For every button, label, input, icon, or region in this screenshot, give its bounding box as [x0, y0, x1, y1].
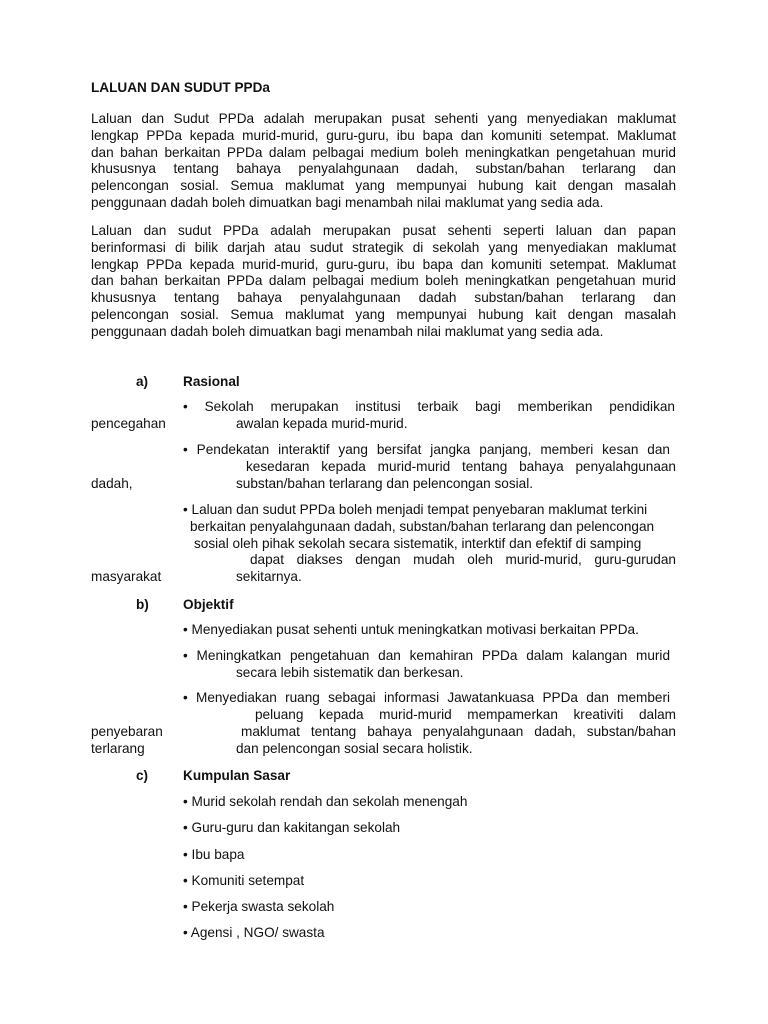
paragraph-line: dan bahan berkaitan PPDa dalam pelbagai medium boleh meningkatkan pengetahuan murid [91, 144, 676, 160]
list-item: • Agensi , NGO/ swasta [183, 925, 325, 940]
list-item: • Komuniti setempat [183, 873, 305, 888]
section-b-label: b) [136, 597, 149, 612]
side-word: masyarakat [91, 569, 162, 584]
side-word: pencegahan [91, 416, 166, 431]
side-word: terlarang [91, 741, 145, 756]
paragraph-line: khususnya tentang bahaya penyalahgunaan dadah substan/bahan terlarang dan [91, 290, 676, 306]
bullet-line: • Sekolah merupakan institusi terbaik bagi memberikan pendidikan [183, 399, 675, 414]
bullet-line: • Menyediakan ruang sebagai informasi Jawatankuasa PPDa dan memberi [183, 690, 670, 705]
paragraph-line: berinformasi di bilik darjah atau sudut strategik di sekolah yang menyediakan maklumat [91, 239, 676, 255]
bullet-line: secara lebih sistematik dan berkesan. [236, 665, 464, 680]
paragraph-line: Laluan dan Sudut PPDa adalah merupakan pusat sehenti yang menyediakan maklumat [91, 111, 676, 126]
rasional-bullet-2-line-2 [246, 459, 676, 476]
bullet-line: sekitarnya. [236, 569, 302, 584]
objektif-bullet-2 [183, 648, 670, 665]
bullet-line: • Laluan dan sudut PPDa boleh menjadi tempat penyebaran maklumat terkini [183, 502, 648, 517]
side-word: dadah, [91, 476, 133, 491]
bullet-line: • Menyediakan pusat sehenti untuk meningkatkan motivasi berkaitan PPDa. [183, 622, 639, 637]
bullet-line: dapat diakses dengan mudah oleh murid-murid, guru-gurudan [250, 552, 676, 567]
section-b-heading: Objektif [183, 597, 234, 612]
paragraph-line: lengkap PPDa kepada murid-murid, guru-guru, ibu bapa dan komuniti setempat. Maklumat [91, 127, 676, 143]
list-item: • Pekerja swasta sekolah [183, 899, 335, 914]
bullet-line: • Pendekatan interaktif yang bersifat jangka panjang, memberi kesan dan [183, 442, 670, 457]
list-item: • Murid sekolah rendah dan sekolah menengah [183, 794, 468, 809]
bullet-line: substan/bahan terlarang dan pelencongan sosial. [236, 476, 534, 491]
objektif-bullet-3-line-3 [241, 724, 676, 741]
section-c-label: c) [136, 768, 149, 783]
rasional-bullet-3-line-4 [250, 552, 676, 569]
list-item: • Ibu bapa [183, 847, 245, 862]
bullet-line: peluang kepada murid-murid mempamerkan kreativiti dalam [255, 707, 676, 722]
bullet-line: sosial oleh pihak sekolah secara sistematik, interktif dan efektif di samping [194, 536, 642, 551]
side-word: penyebaran [91, 724, 163, 739]
paragraph-line: khususnya tentang bahaya penyalahgunaan dadah, substan/bahan terlarang dan [91, 161, 676, 177]
bullet-line: • Meningkatkan pengetahuan dan kemahiran PPDa dalam kalangan murid [183, 648, 670, 663]
paragraph-line: penggunaan dadah boleh dimuatkan bagi menambah nilai maklumat yang sedia ada. [91, 323, 604, 339]
paragraph-line: dan bahan berkaitan PPDa dalam pelbagai medium boleh meningkatkan pengetahuan murid [91, 273, 676, 289]
bullet-line: berkaitan penyalahgunaan dadah, substan/bahan terlarang dan pelencongan [190, 519, 655, 534]
paragraph-line: Laluan dan sudut PPDa adalah merupakan pusat sehenti seperti laluan dan papan [91, 223, 676, 238]
list-item: • Guru-guru dan kakitangan sekolah [183, 820, 401, 835]
paragraph-line: pelencongan sosial. Semua maklumat yang mempunyai hubung kait dengan masalah [91, 306, 676, 322]
section-a-heading: Rasional [183, 374, 240, 389]
bullet-line: maklumat tentang bahaya penyalahgunaan dadah, substan/bahan [241, 724, 676, 739]
paragraph-1 [91, 111, 676, 212]
rasional-bullet-1 [183, 399, 675, 416]
paragraph-line: penggunaan dadah boleh dimuatkan bagi menambah nilai maklumat yang sedia ada. [91, 194, 604, 210]
bullet-line: dan pelencongan sosial secara holistik. [236, 741, 473, 756]
section-a-label: a) [136, 374, 149, 389]
bullet-line: awalan kepada murid-murid. [236, 416, 408, 431]
paragraph-line: lengkap PPDa kepada murid-murid, guru-guru, ibu bapa dan komuniti setempat. Maklumat [91, 256, 676, 272]
section-c-heading: Kumpulan Sasar [183, 768, 291, 783]
rasional-bullet-2 [183, 442, 670, 459]
paragraph-line: pelencongan sosial. Semua maklumat yang mempunyai hubung kait dengan masalah [91, 178, 676, 194]
paragraph-2 [91, 223, 676, 341]
objektif-bullet-3 [183, 690, 670, 707]
bullet-line: kesedaran kepada murid-murid tentang bahaya penyalahgunaan [246, 459, 676, 474]
document-title: LALUAN DAN SUDUT PPDa [91, 80, 270, 95]
objektif-bullet-3-line-2 [255, 707, 676, 724]
